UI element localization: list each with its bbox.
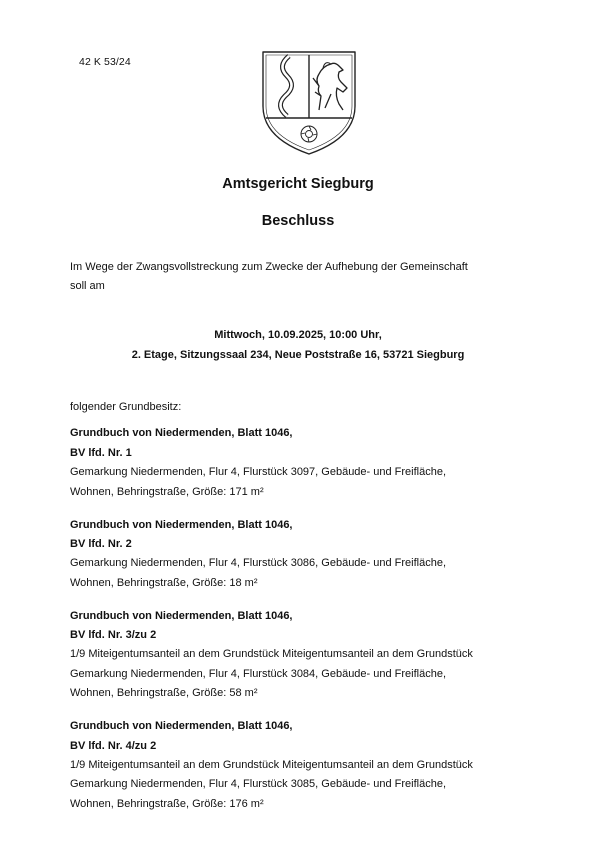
nrw-coat-of-arms-icon (259, 48, 359, 156)
bv-number: BV lfd. Nr. 2 (70, 537, 132, 550)
court-name: Amtsgericht Siegburg (222, 176, 374, 192)
hearing-block (0, 325, 596, 365)
property-description: Gemarkung Niedermenden, Flur 4, Flurstück 3097, Gebäude- und Freifläche, (70, 466, 447, 479)
property-description: 1/9 Miteigentumsanteil an dem Grundstück Miteigentumsanteil an dem Grundstück (70, 759, 473, 771)
property-description: Gemarkung Niedermenden, Flur 4, Flurstück 3085, Gebäude- und Freifläche, (70, 778, 447, 791)
grundbuch-heading: Grundbuch von Niedermenden, Blatt 1046, (70, 518, 293, 531)
property-description: Wohnen, Behringstraße, Größe: 176 m² (70, 797, 264, 810)
property-entry (70, 717, 540, 814)
hearing-date: Mittwoch, 10.09.2025, 10:00 Uhr, (214, 329, 382, 341)
property-description: Gemarkung Niedermenden, Flur 4, Flurstück 3086, Gebäude- und Freifläche, (70, 557, 447, 570)
intro-paragraph (70, 258, 530, 296)
intro-line-1: Im Wege der Zwangsvollstreckung zum Zwecke der Aufhebung der Gemeinschaft (70, 261, 468, 273)
hearing-place: 2. Etage, Sitzungssaal 234, Neue Poststraße 16, 53721 Siegburg (131, 349, 465, 361)
grundbuch-heading: Grundbuch von Niedermenden, Blatt 1046, (70, 720, 293, 733)
property-entry (70, 607, 540, 704)
property-entry (70, 424, 540, 502)
bv-number: BV lfd. Nr. 4/zu 2 (70, 739, 157, 752)
intro-line-2: soll am (70, 280, 105, 292)
property-list (70, 398, 540, 828)
property-entry (70, 516, 540, 594)
property-description: Gemarkung Niedermenden, Flur 4, Flurstück 3084, Gebäude- und Freifläche, (70, 667, 447, 680)
property-description: Wohnen, Behringstraße, Größe: 171 m² (70, 485, 264, 498)
bv-number: BV lfd. Nr. 3/zu 2 (70, 629, 157, 642)
bv-number: BV lfd. Nr. 1 (70, 446, 132, 459)
grundbuch-heading: Grundbuch von Niedermenden, Blatt 1046, (70, 427, 293, 440)
property-lead: folgender Grundbesitz: (70, 401, 182, 413)
case-number: 42 K 53/24 (79, 56, 131, 68)
property-description: 1/9 Miteigentumsanteil an dem Grundstück Miteigentumsanteil an dem Grundstück (70, 648, 473, 661)
property-description: Wohnen, Behringstraße, Größe: 58 m² (70, 687, 258, 700)
document-title: Beschluss (261, 213, 335, 229)
grundbuch-heading: Grundbuch von Niedermenden, Blatt 1046, (70, 609, 293, 622)
property-description: Wohnen, Behringstraße, Größe: 18 m² (70, 576, 258, 589)
